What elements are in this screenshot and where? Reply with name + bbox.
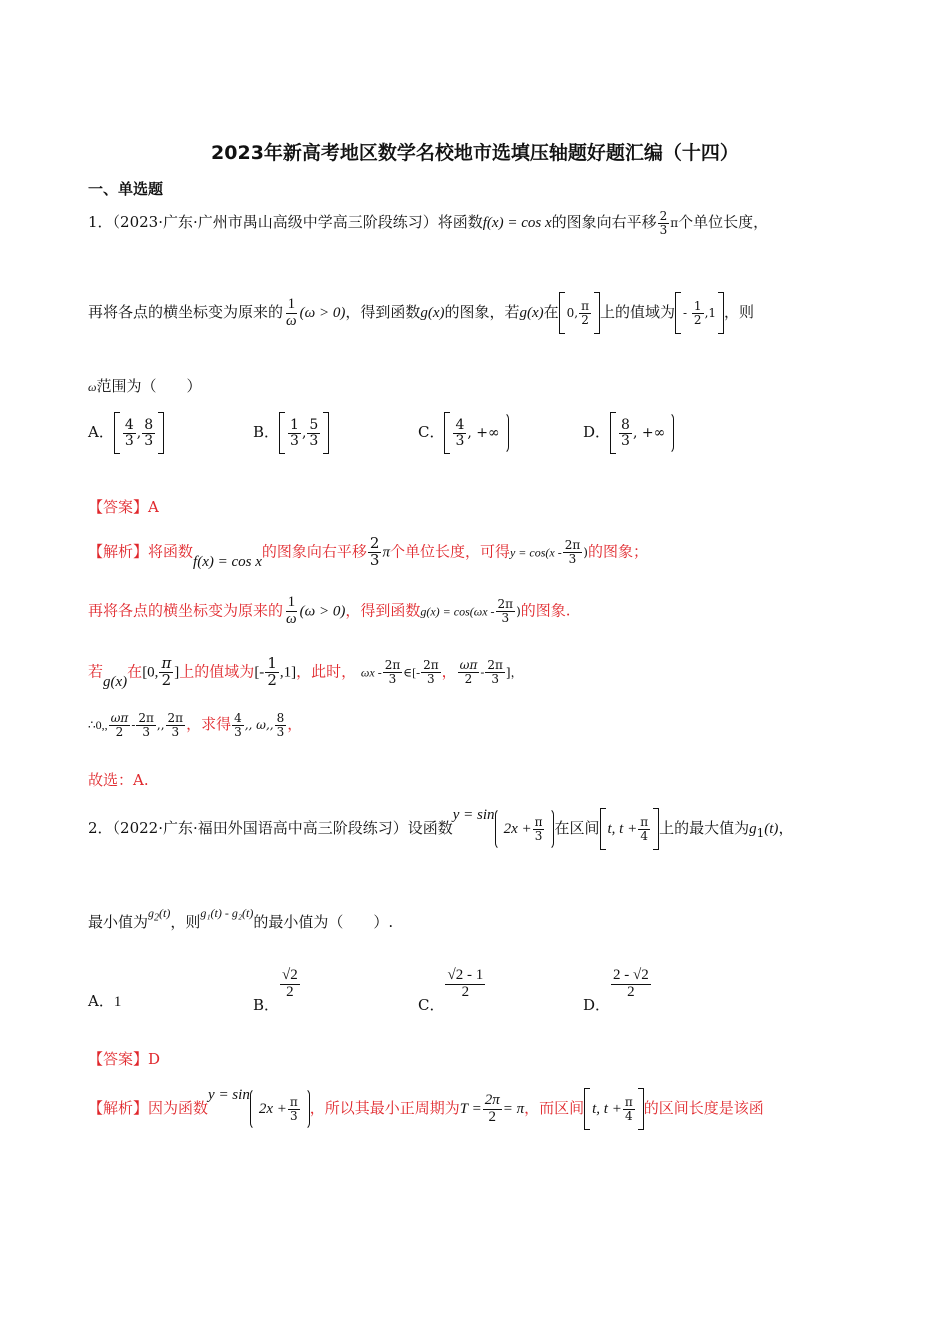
q2-option-d[interactable]: D． $\frac{2 - √2}{2}$ [583,967,649,1015]
q1-option-d[interactable]: D． $\frac{8}{3}$ , +∞ [583,412,674,454]
q1-range: - $\frac{1}{2}$ ,1 [675,292,724,334]
q1-solution-line3: 若g(x)在[0, $\frac{\pi}{2}$ ]上的值域为[- $\frac{1}{2}$ ,1]，此时， ωx - $\frac{2\pi}{3}$ ∈[- $\frac{2\pi}{3}$ ， $\frac{\omega\pi}{2}$ - $\frac{2\pi}{3}$ ]， [88,654,523,691]
q1-solution-line1: 【解析】将函数f(x) = cos x的图象向右平移 $\frac{2}{3}$ π个单位长度，可得y = cos(x - $\frac{2\pi}{3}$ )的图象； [88,534,648,571]
q1-solution-line2: 再将各点的横坐标变为原来的 $\frac{1}{\omega}$ (ω > 0)，得到函数g(x) = cos(ωx - $\frac{2\pi}{3}$ )的图象. [88,594,571,627]
q1-line3: ω范围为（ ） [88,377,202,395]
q2-option-b[interactable]: B． $\frac{√2}{2}$ [253,967,298,1015]
q1-line1: 1．（2023·广东·广州市禺山高级中学高三阶段练习）将函数f(x) = cos x的图象向右平移 $\frac{2}{3}$ π个单位长度， [88,209,769,237]
q2-solution-line1: 【解析】因为函数y = sin 2x + $\frac{\pi}{3}$ ，所以其最小正周期为T = $\frac{2\pi}{2}$ = π，而区间 t, t + $\frac{\pi}{4}$ 的区间长度是该函 [88,1088,764,1130]
q1-interval: 0, $\frac{\pi}{2}$ [559,292,600,334]
q2-option-c[interactable]: C． $\frac{√2 - 1}{2}$ [418,967,484,1015]
q1-omega-fraction: $\frac{1}{\omega}$ [286,295,297,329]
q2-line1: 2．（2022·广东·福田外国语高中高三阶段练习）设函数y = sin 2x + $\frac{\pi}{3}$ 在区间 t, t + $\frac{\pi}{4}$ 上的最大值为$g_1(t)$， [88,808,793,850]
section-title: 一、单选题 [88,180,164,198]
q2-line2: 最小值为$^{g_2(t)}$，则$^{g_1(t) - g_2(t)}$的最小值为（ ）. [88,906,394,931]
q1-option-b[interactable]: B． $\frac{1}{3}$ , $\frac{5}{3}$ [253,412,329,454]
q1-option-a[interactable]: A． $\frac{4}{3}$ , $\frac{8}{3}$ [88,412,164,454]
q1-conclusion: 故选：A. [88,771,149,789]
q1-option-c[interactable]: C． $\frac{4}{3}$ , +∞ [418,412,509,454]
q1-shift-fraction: $\frac{2}{3}$ [659,209,668,237]
q1-answer: 【答案】A [88,498,159,516]
page-title: 2023年新高考地区数学名校地市选填压轴题好题汇编（十四） [211,142,739,164]
q2-answer: 【答案】D [88,1050,161,1068]
q1-line2: 再将各点的横坐标变为原来的 $\frac{1}{\omega}$ (ω > 0)，得到函数g(x)的图象，若g(x)在 0, $\frac{\pi}{2}$ 上的值域为 - $\frac{1}{2}$ ,1 ，则 [88,292,754,334]
q1-solution-line4: ∴0,, $\frac{\omega\pi}{2}$ - $\frac{2\pi}{3}$ ,, $\frac{2\pi}{3}$ ，求得 $\frac{4}{3}$ ,, ω,, $\frac{8}{3}$ ， [88,711,303,739]
q2-option-a[interactable]: A．1 [88,992,122,1010]
